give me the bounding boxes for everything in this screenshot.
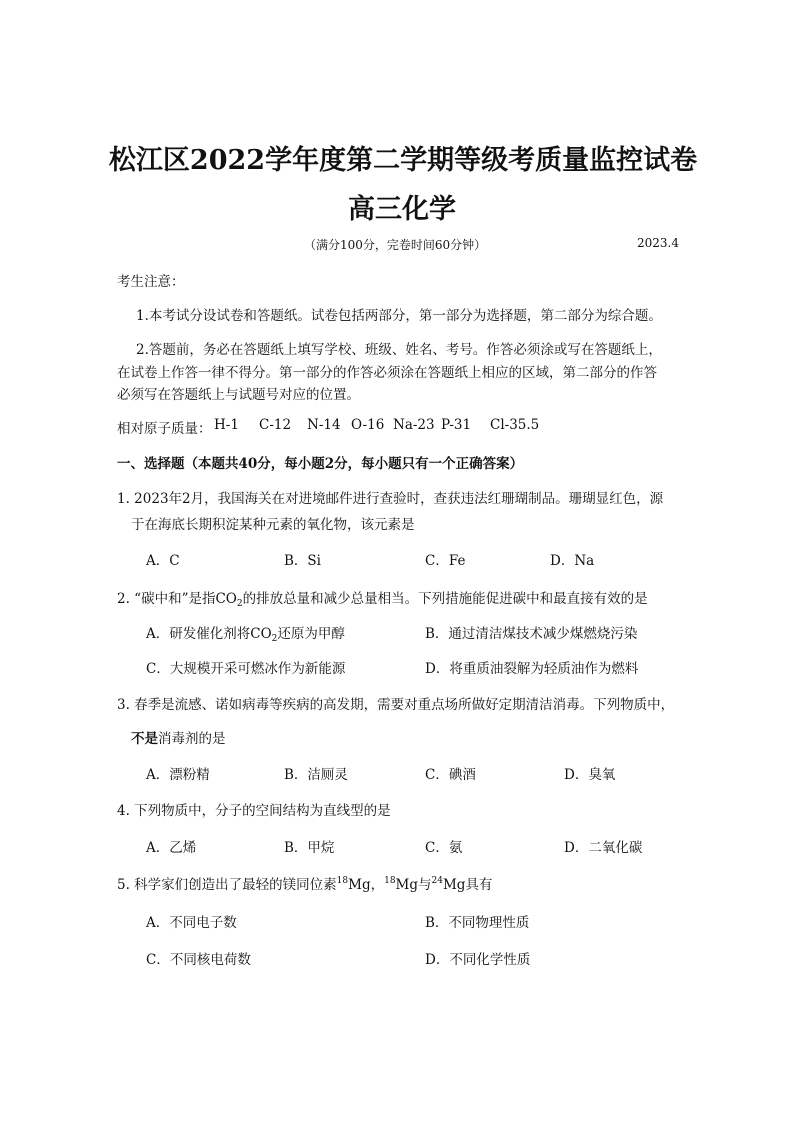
question-4-stem: 4. 下列物质中，分子的空间结构为直线型的是	[117, 803, 391, 819]
question-2-option-c: C．大规模开采可燃冰作为新能源	[146, 661, 346, 677]
notice-item-2-line-3: 必须写在答题纸上与试题号对应的位置。	[117, 387, 360, 403]
question-5-option-d: D．不同化学性质	[425, 952, 531, 968]
exam-info: （满分100分，完卷时间60分钟）	[304, 238, 487, 252]
atomic-mass-h: H-1	[214, 417, 239, 433]
question-3-option-b: B．洁厕灵	[284, 767, 348, 783]
atomic-mass-cl: Cl-35.5	[490, 417, 540, 433]
question-2-option-d: D．将重质油裂解为轻质油作为燃料	[425, 661, 639, 677]
question-5-stem: 5. 科学家们创造出了最轻的镁同位素$^{18}$Mg，$^{18}$Mg与$^{24}$Mg具有	[117, 876, 493, 893]
question-3-option-c: C．碘酒	[425, 767, 476, 783]
exam-subject: 高三化学	[348, 194, 456, 225]
atomic-masses-label: 相对原子质量：	[117, 421, 212, 437]
question-4-option-a: A．乙烯	[146, 840, 197, 856]
notice-item-2-line-2: 在试卷上作答一律不得分。第一部分的作答必须涂在答题纸上相应的区域，第二部分的作答	[117, 365, 657, 381]
atomic-mass-p: P-31	[441, 417, 472, 433]
atomic-mass-na: Na-23	[393, 417, 435, 433]
question-5-option-c: C．不同核电荷数	[146, 952, 251, 968]
question-1-option-a: A．C	[146, 553, 180, 569]
question-4-option-c: C．氨	[425, 840, 463, 856]
question-2-option-b: B．通过清洁煤技术减少煤燃烧污染	[425, 626, 638, 642]
question-1-option-c: C．Fe	[425, 553, 466, 569]
notice-item-1: 1.本考试分设试卷和答题纸。试卷包括两部分，第一部分为选择题，第二部分为综合题。	[136, 308, 662, 324]
notice-heading: 考生注意：	[117, 274, 185, 290]
question-3-line-2: 不是消毒剂的是	[131, 731, 226, 747]
exam-title: 松江区2022学年度第二学期等级考质量监控试卷	[108, 145, 698, 176]
atomic-mass-c: C-12	[259, 417, 292, 433]
question-4-option-d: D．二氧化碳	[564, 840, 643, 856]
question-1-option-d: D．Na	[550, 553, 595, 569]
question-1-line-2: 于在海底长期积淀某种元素的氧化物，该元素是	[131, 517, 415, 533]
question-5-option-b: B．不同物理性质	[425, 915, 530, 931]
question-4-option-b: B．甲烷	[284, 840, 335, 856]
question-2-stem: 2. “碳中和”是指$CO_2$的排放总量和减少总量相当。下列措施能促进碳中和最直接有效的是	[117, 591, 648, 609]
question-1-line-1: 1. 2023年2月，我国海关在对进境邮件进行查验时，查获违法红珊瑚制品。珊瑚显红色，源	[117, 491, 664, 507]
question-3-line-1: 3. 春季是流感、诺如病毒等疾病的高发期，需要对重点场所做好定期清洁消毒。下列物质中，	[117, 697, 675, 713]
question-3-option-d: D．臭氧	[564, 767, 616, 783]
section-1-heading: 一、选择题（本题共40分，每小题2分，每小题只有一个正确答案）	[117, 456, 524, 472]
question-2-option-a: A．研发催化剂将$CO_2$还原为甲醇	[146, 626, 345, 644]
question-3-option-a: A．漂粉精	[146, 767, 210, 783]
question-1-option-b: B．Si	[284, 553, 321, 569]
notice-item-2-line-1: 2.答题前，务必在答题纸上填写学校、班级、姓名、考号。作答必须涂或写在答题纸上，	[136, 342, 662, 358]
question-5-option-a: A．不同电子数	[146, 915, 237, 931]
atomic-mass-o: O-16	[351, 417, 385, 433]
exam-date: 2023.4	[637, 236, 679, 250]
atomic-mass-n: N-14	[307, 417, 341, 433]
